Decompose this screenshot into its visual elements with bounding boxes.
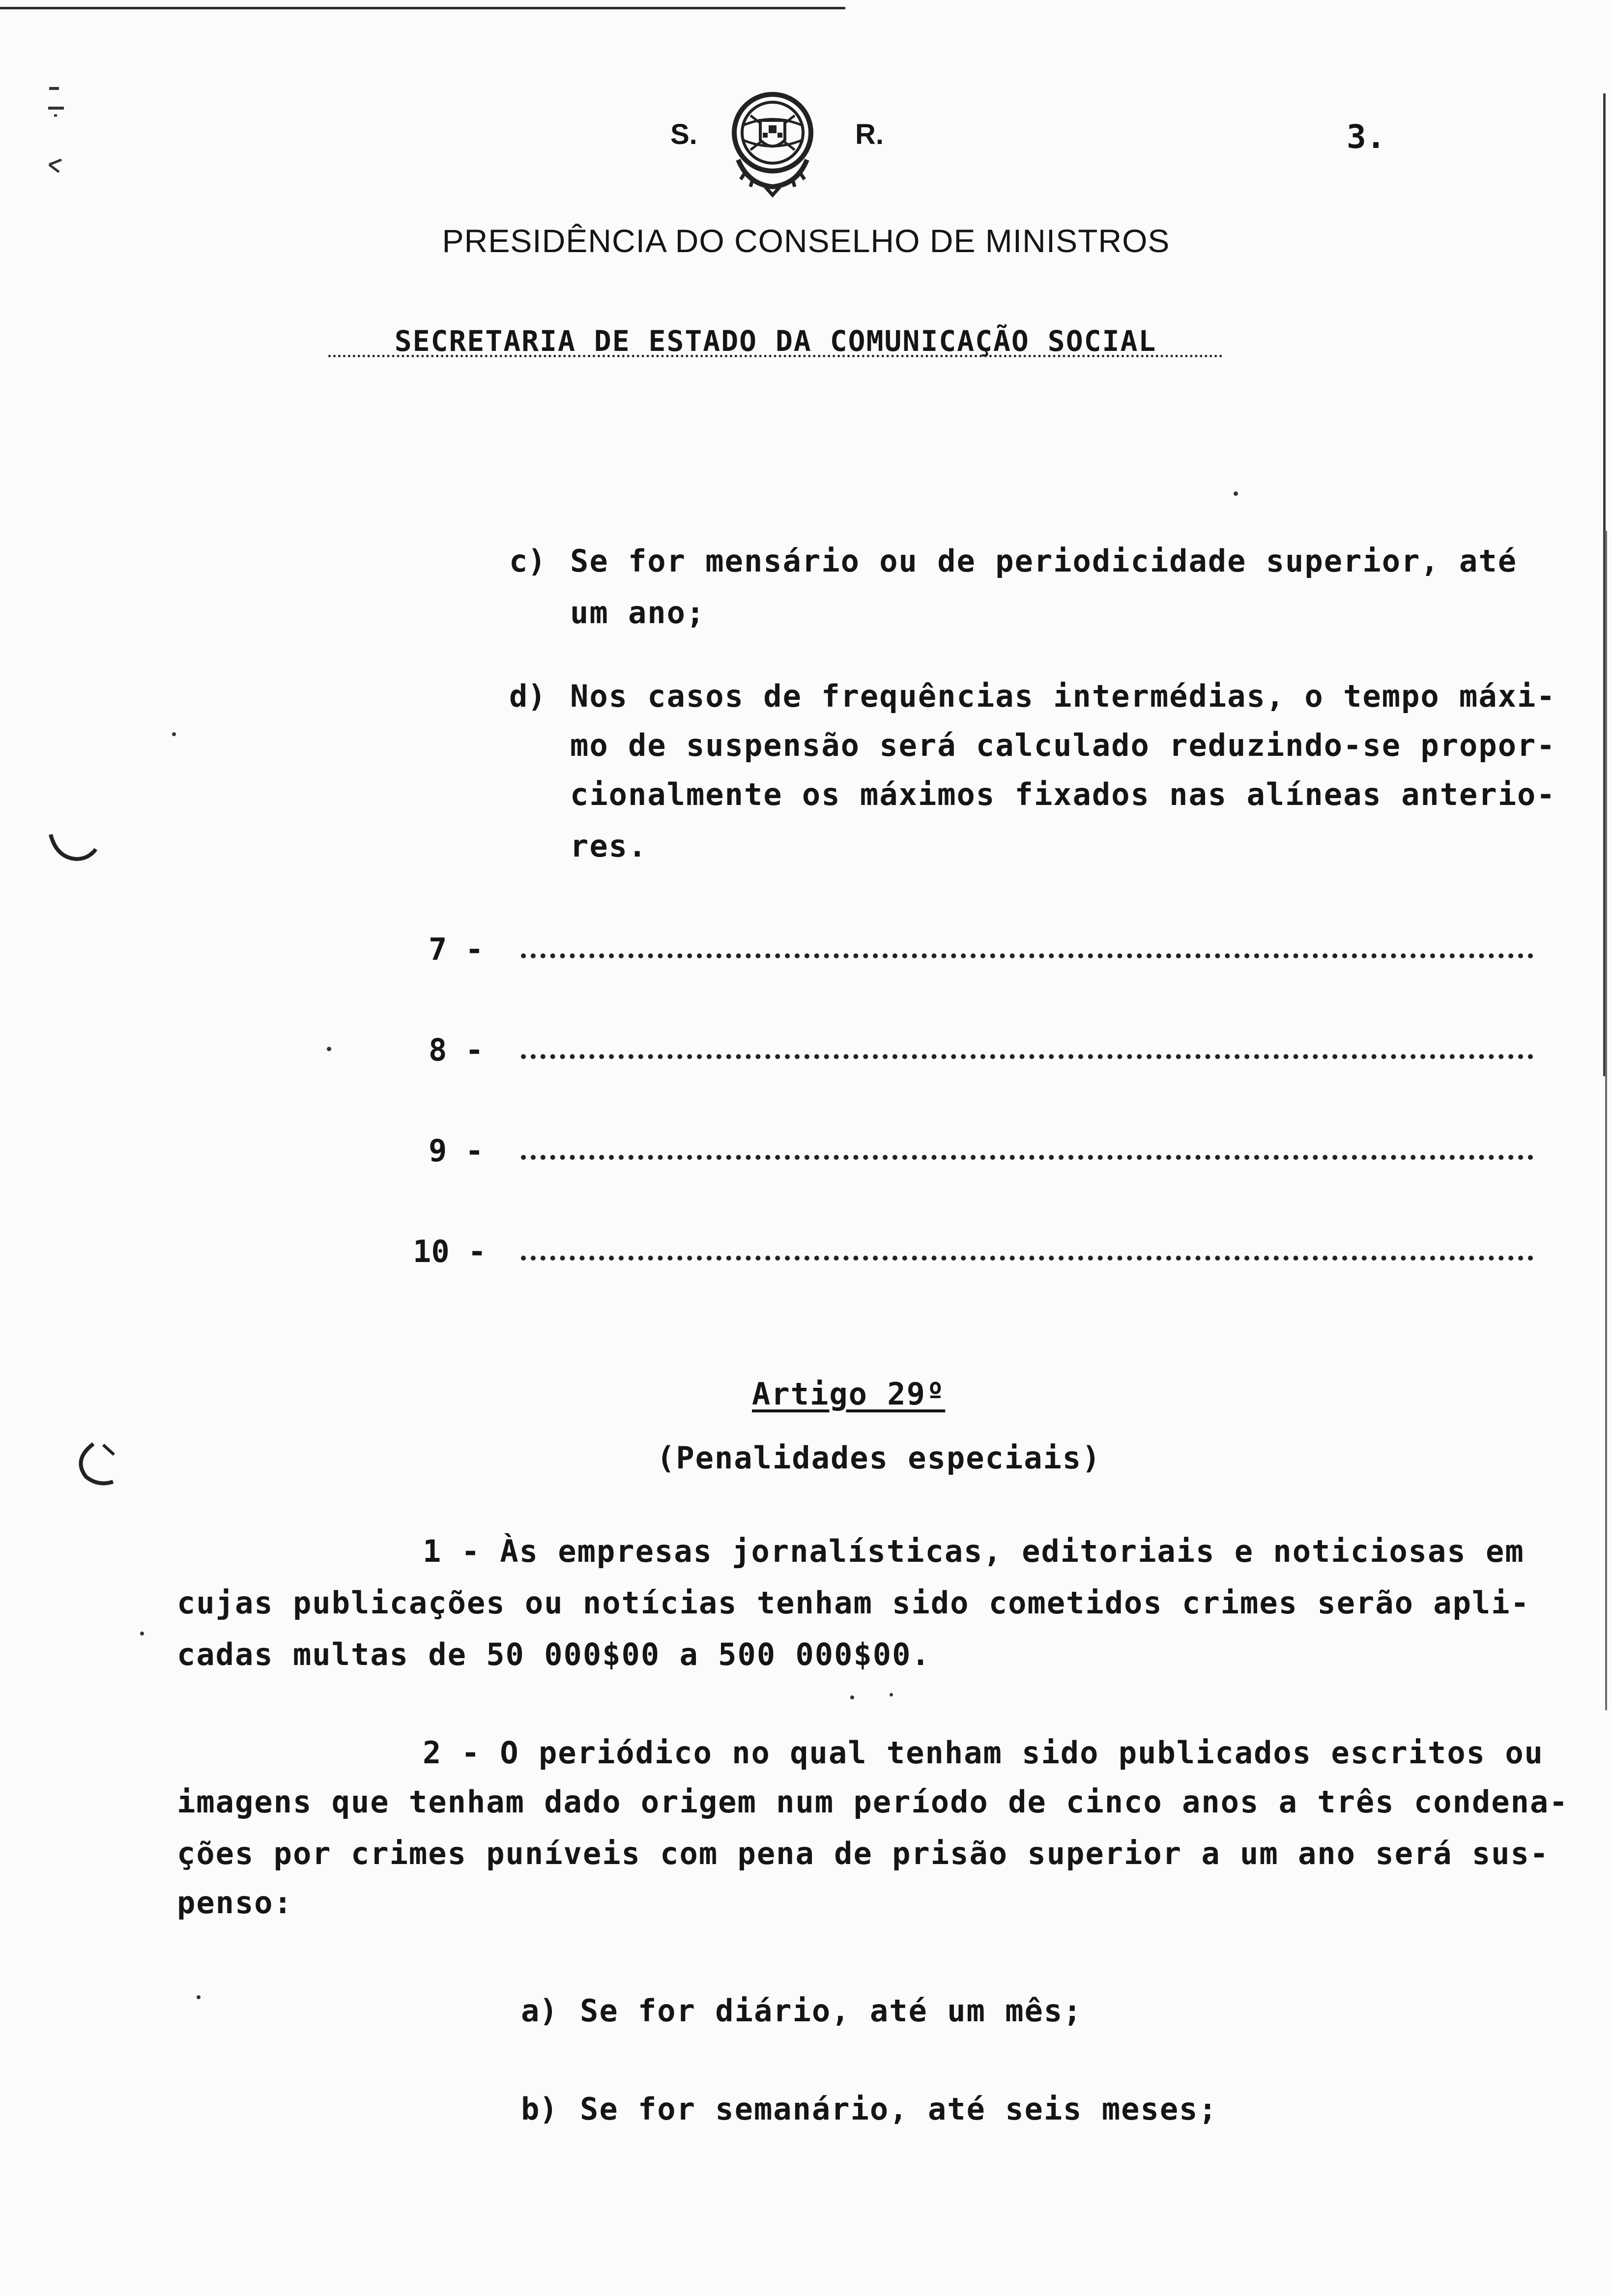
item-b-text: Se for semanário, até seis meses; <box>580 2091 1218 2127</box>
item-c-label: c) <box>509 543 546 579</box>
paragraph-1-line-3: cadas multas de 50 000$00 a 500 000$00. <box>177 1636 931 1672</box>
scan-speck <box>172 732 176 736</box>
scan-speck <box>850 1695 854 1699</box>
letterhead-s: S. <box>670 118 697 150</box>
item-d-line-3: cionalmente os máximos fixados nas alíneas anterio- <box>570 776 1556 812</box>
scan-speck <box>1234 491 1238 496</box>
paragraph-1-line-1: 1 - Às empresas jornalísticas, editoriais e noticiosas em <box>423 1533 1525 1569</box>
item-d-line-1: Nos casos de frequências intermédias, o tempo máxi- <box>570 678 1556 714</box>
item-c-line-1: Se for mensário ou de periodicidade superior, até <box>570 543 1518 579</box>
page-number: 3. <box>1347 118 1386 156</box>
numbered-9-dots <box>521 1155 1533 1160</box>
numbered-9-label: 9 - <box>429 1133 484 1169</box>
item-a-text: Se for diário, até um mês; <box>580 1993 1083 2029</box>
numbered-10-label: 10 - <box>413 1234 487 1269</box>
coat-of-arms-seal <box>723 86 822 199</box>
item-d-line-2: mo de suspensão será calculado reduzindo-se propor- <box>570 727 1556 763</box>
secretariat-dotted-line <box>328 355 1223 357</box>
numbered-7-label: 7 - <box>429 931 484 967</box>
item-d-label: d) <box>509 678 546 714</box>
presidency-heading: PRESIDÊNCIA DO CONSELHO DE MINISTROS <box>442 223 1170 259</box>
paragraph-2-line-3: ções por crimes puníveis com pena de prisão superior a um ano será sus- <box>177 1836 1550 1871</box>
numbered-8-label: 8 - <box>429 1032 484 1068</box>
margin-bracket-2 <box>69 1440 123 1494</box>
paragraph-2-line-1: 2 - O periódico no qual tenham sido publicados escritos ou <box>423 1735 1544 1771</box>
scan-speck <box>327 1047 331 1051</box>
scan-speck <box>140 1632 144 1636</box>
scan-speck <box>890 1693 893 1696</box>
article-subtitle: (Penalidades especiais) <box>657 1440 1101 1476</box>
right-edge-shadow-lower <box>1605 531 1607 1710</box>
item-b-label: b) <box>521 2091 558 2127</box>
item-c-line-2: um ano; <box>570 595 706 631</box>
paragraph-1-line-2: cujas publicações ou notícias tenham sido cometidos crimes serão apli- <box>177 1585 1530 1621</box>
numbered-10-dots <box>521 1256 1533 1261</box>
margin-mark-top <box>44 79 74 177</box>
letterhead-r: R. <box>855 118 884 150</box>
item-d-line-4: res. <box>570 828 648 864</box>
numbered-8-dots <box>521 1054 1533 1059</box>
numbered-7-dots <box>521 953 1533 958</box>
paragraph-2-line-4: penso: <box>177 1885 293 1921</box>
margin-bracket-1 <box>47 831 101 870</box>
scan-speck <box>197 1995 201 1999</box>
article-title: Artigo 29º <box>752 1376 946 1412</box>
secretariat-heading: SECRETARIA DE ESTADO DA COMUNICAÇÃO SOCIAL <box>394 324 1157 358</box>
paragraph-2-line-2: imagens que tenham dado origem num período de cinco anos a três condena- <box>177 1784 1569 1820</box>
item-a-label: a) <box>521 1993 558 2029</box>
top-border-line <box>0 7 845 9</box>
secretariat-heading-block <box>328 324 1223 369</box>
